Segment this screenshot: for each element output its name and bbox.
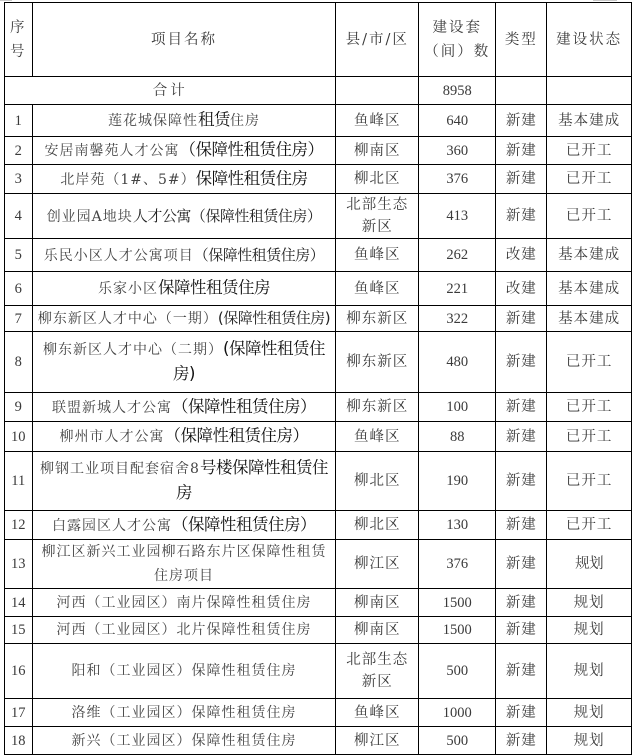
row-status: 规划 — [547, 644, 632, 699]
row-units: 1500 — [419, 617, 496, 644]
project-name-segment: 柳州市人才公寓 — [59, 429, 165, 445]
row-type: 新建 — [496, 452, 547, 511]
row-units: 322 — [419, 306, 496, 332]
total-status — [547, 77, 632, 105]
row-serial-number: 14 — [5, 589, 33, 617]
row-status: 已开工 — [547, 393, 632, 422]
row-status: 规划 — [547, 589, 632, 617]
project-name-segment: 创业园A地块 — [46, 208, 133, 225]
row-units: 360 — [419, 137, 496, 165]
row-district: 柳南区 — [336, 617, 419, 644]
row-project-name — [32, 422, 336, 452]
row-status: 已开工 — [547, 452, 632, 511]
project-name-segment: 柳东新区人才中心（二期） — [43, 342, 224, 358]
table-row — [5, 617, 632, 644]
table-row — [5, 194, 632, 239]
project-name-segment: 河西（工业园区）北片保障性租赁住房 — [56, 622, 312, 638]
row-units: 1000 — [419, 699, 496, 727]
row-project-name — [32, 194, 336, 239]
row-status: 基本建成 — [547, 239, 632, 272]
table-row — [5, 306, 632, 332]
row-district: 柳江区 — [336, 540, 419, 589]
row-type: 新建 — [496, 306, 547, 332]
row-project-name — [32, 239, 336, 272]
crop-mark-left — [0, 0, 12, 1]
total-district — [336, 77, 419, 105]
project-name-segment: 保障性租赁住房 — [158, 278, 270, 297]
row-status: 已开工 — [547, 332, 632, 393]
row-units: 413 — [419, 194, 496, 239]
project-name-segment: (保障性租赁住房) — [217, 309, 331, 327]
header-units-line2: （间）数 — [424, 43, 491, 60]
total-type — [496, 77, 547, 105]
row-type: 改建 — [496, 272, 547, 306]
district-line2: 新区 — [361, 674, 393, 690]
row-project-name — [32, 699, 336, 727]
header-serial-number — [5, 3, 33, 77]
row-project-name — [32, 617, 336, 644]
row-serial-number: 4 — [5, 194, 33, 239]
table-row — [5, 540, 632, 589]
row-status: 已开工 — [547, 422, 632, 452]
row-district: 鱼峰区 — [336, 105, 419, 137]
table-row — [5, 511, 632, 540]
project-name-segment: 租赁 — [198, 110, 230, 129]
row-district: 鱼峰区 — [336, 699, 419, 727]
table-row — [5, 332, 632, 393]
row-type: 新建 — [496, 644, 547, 699]
table-row — [5, 422, 632, 452]
table-row — [5, 644, 632, 699]
project-name-segment: 柳江区新兴工业园柳石路东片区保障性租赁住房项目 — [41, 544, 327, 584]
row-units: 376 — [419, 165, 496, 194]
row-units: 480 — [419, 332, 496, 393]
table-row — [5, 105, 632, 137]
row-project-name — [32, 272, 336, 306]
row-status: 已开工 — [547, 194, 632, 239]
row-district: 柳北区 — [336, 165, 419, 194]
row-serial-number: 16 — [5, 644, 33, 699]
row-status: 基本建成 — [547, 272, 632, 306]
row-type: 新建 — [496, 727, 547, 755]
row-serial-number: 9 — [5, 393, 33, 422]
total-row — [5, 77, 632, 105]
project-name-segment: 白露园区人才公寓 — [52, 517, 172, 534]
table-row — [5, 452, 632, 511]
row-units: 640 — [419, 105, 496, 137]
row-district: 柳东新区 — [336, 332, 419, 393]
project-name-segment: （保障性租赁住房） — [172, 396, 316, 416]
project-name-segment: (保障性租赁住房) — [173, 339, 325, 383]
row-type: 新建 — [496, 540, 547, 589]
row-type: 新建 — [496, 589, 547, 617]
row-district: 柳南区 — [336, 589, 419, 617]
table-row — [5, 393, 632, 422]
row-status: 已开工 — [547, 511, 632, 540]
row-project-name — [32, 105, 336, 137]
row-status: 规划 — [547, 699, 632, 727]
row-serial-number: 8 — [5, 332, 33, 393]
table-row — [5, 239, 632, 272]
row-units: 376 — [419, 540, 496, 589]
total-label: 合计 — [5, 77, 336, 105]
row-district: 柳东新区 — [336, 393, 419, 422]
project-name-segment: （保障性租赁住房） — [179, 140, 324, 159]
header-district: 县/市/区 — [336, 3, 419, 77]
district-line1: 北部生态 — [346, 197, 409, 213]
row-district: 鱼峰区 — [336, 422, 419, 452]
header-type: 类型 — [496, 3, 547, 77]
row-status: 基本建成 — [547, 105, 632, 137]
project-name-segment: 莲花城保障性 — [108, 113, 198, 129]
project-name-segment: 联盟新城人才公寓 — [52, 399, 172, 416]
row-units: 130 — [419, 511, 496, 540]
row-serial-number: 3 — [5, 165, 33, 194]
crop-mark-right — [593, 0, 617, 1]
table-row — [5, 589, 632, 617]
row-project-name — [32, 727, 336, 755]
header-project-name: 项目名称 — [32, 3, 336, 77]
project-name-segment: 新兴（工业园区）保障性租赁住房 — [71, 732, 297, 749]
header-serial-line1: 序 — [10, 19, 27, 36]
row-serial-number: 17 — [5, 699, 33, 727]
table-row — [5, 272, 632, 306]
row-project-name — [32, 165, 336, 194]
row-district: 鱼峰区 — [336, 239, 419, 272]
row-project-name — [32, 644, 336, 699]
row-type: 新建 — [496, 422, 547, 452]
row-serial-number: 13 — [5, 540, 33, 589]
row-district: 柳南区 — [336, 137, 419, 165]
header-units — [419, 3, 496, 77]
row-project-name — [32, 511, 336, 540]
row-type: 新建 — [496, 699, 547, 727]
row-project-name — [32, 452, 336, 511]
project-name-segment: （保障性租赁住房） — [164, 426, 309, 445]
row-serial-number: 11 — [5, 452, 33, 511]
row-units: 88 — [419, 422, 496, 452]
row-district: 柳江区 — [336, 727, 419, 755]
project-name-segment: 柳钢工业项目配套宿舍8 — [40, 461, 200, 477]
row-units: 190 — [419, 452, 496, 511]
project-name-segment: 住房 — [230, 113, 260, 129]
district-line1: 北部生态 — [346, 652, 409, 668]
project-name-segment: 洛维（工业园区）保障性租赁住房 — [71, 704, 297, 721]
row-type: 新建 — [496, 105, 547, 137]
row-serial-number: 5 — [5, 239, 33, 272]
row-serial-number: 2 — [5, 137, 33, 165]
row-units: 262 — [419, 239, 496, 272]
row-type: 新建 — [496, 332, 547, 393]
table-row — [5, 165, 632, 194]
project-name-segment: 柳东新区人才中心（一期） — [37, 311, 218, 327]
row-type: 新建 — [496, 165, 547, 194]
row-project-name — [32, 393, 336, 422]
project-name-segment: 北岸苑（1#、5#） — [60, 171, 196, 188]
table-row — [5, 137, 632, 165]
row-type: 新建 — [496, 137, 547, 165]
row-status: 规划 — [547, 540, 632, 589]
total-units: 8958 — [419, 77, 496, 105]
row-units: 221 — [419, 272, 496, 306]
row-status: 已开工 — [547, 137, 632, 165]
row-district: 柳北区 — [336, 511, 419, 540]
project-name-segment: 安居南馨苑人才公寓 — [44, 143, 180, 159]
project-name-segment: 人才公寓（保障性租赁住房） — [132, 206, 322, 225]
project-name-segment: 号楼保障性租赁住房 — [176, 458, 328, 502]
row-serial-number: 6 — [5, 272, 33, 306]
project-name-segment: （保障性租赁住房） — [193, 245, 325, 264]
row-type: 新建 — [496, 194, 547, 239]
row-project-name — [32, 332, 336, 393]
row-district — [336, 644, 419, 699]
housing-projects-table — [4, 2, 632, 755]
row-project-name — [32, 540, 336, 589]
header-serial-line2: 号 — [10, 43, 27, 60]
table-row — [5, 727, 632, 755]
row-units: 100 — [419, 393, 496, 422]
row-project-name — [32, 137, 336, 165]
header-units-line1: 建设套 — [432, 19, 482, 36]
row-status: 基本建成 — [547, 306, 632, 332]
row-serial-number: 1 — [5, 105, 33, 137]
row-district: 鱼峰区 — [336, 272, 419, 306]
row-type: 新建 — [496, 617, 547, 644]
project-name-segment: 乐家小区 — [98, 281, 158, 297]
header-row — [5, 3, 632, 77]
row-status: 规划 — [547, 727, 632, 755]
row-serial-number: 10 — [5, 422, 33, 452]
row-serial-number: 12 — [5, 511, 33, 540]
row-serial-number: 7 — [5, 306, 33, 332]
row-serial-number: 15 — [5, 617, 33, 644]
project-name-segment: （保障性租赁住房） — [172, 514, 316, 534]
row-district: 柳北区 — [336, 452, 419, 511]
project-name-segment: 河西（工业园区）南片保障性租赁住房 — [56, 594, 312, 611]
row-type: 新建 — [496, 393, 547, 422]
project-name-segment: 阳和（工业园区）保障性租赁住房 — [71, 663, 297, 679]
table-row — [5, 699, 632, 727]
row-district — [336, 194, 419, 239]
row-district: 柳东新区 — [336, 306, 419, 332]
project-name-segment: 乐民小区人才公寓项目 — [43, 247, 194, 264]
row-serial-number: 18 — [5, 727, 33, 755]
row-units: 1500 — [419, 589, 496, 617]
row-project-name — [32, 589, 336, 617]
row-units: 500 — [419, 644, 496, 699]
project-name-segment: 保障性租赁住房 — [195, 168, 308, 188]
row-type: 改建 — [496, 239, 547, 272]
district-line2: 新区 — [361, 219, 393, 235]
row-type: 新建 — [496, 511, 547, 540]
row-project-name — [32, 306, 336, 332]
row-units: 500 — [419, 727, 496, 755]
row-status: 规划 — [547, 617, 632, 644]
header-status: 建设状态 — [547, 3, 632, 77]
row-status: 已开工 — [547, 165, 632, 194]
